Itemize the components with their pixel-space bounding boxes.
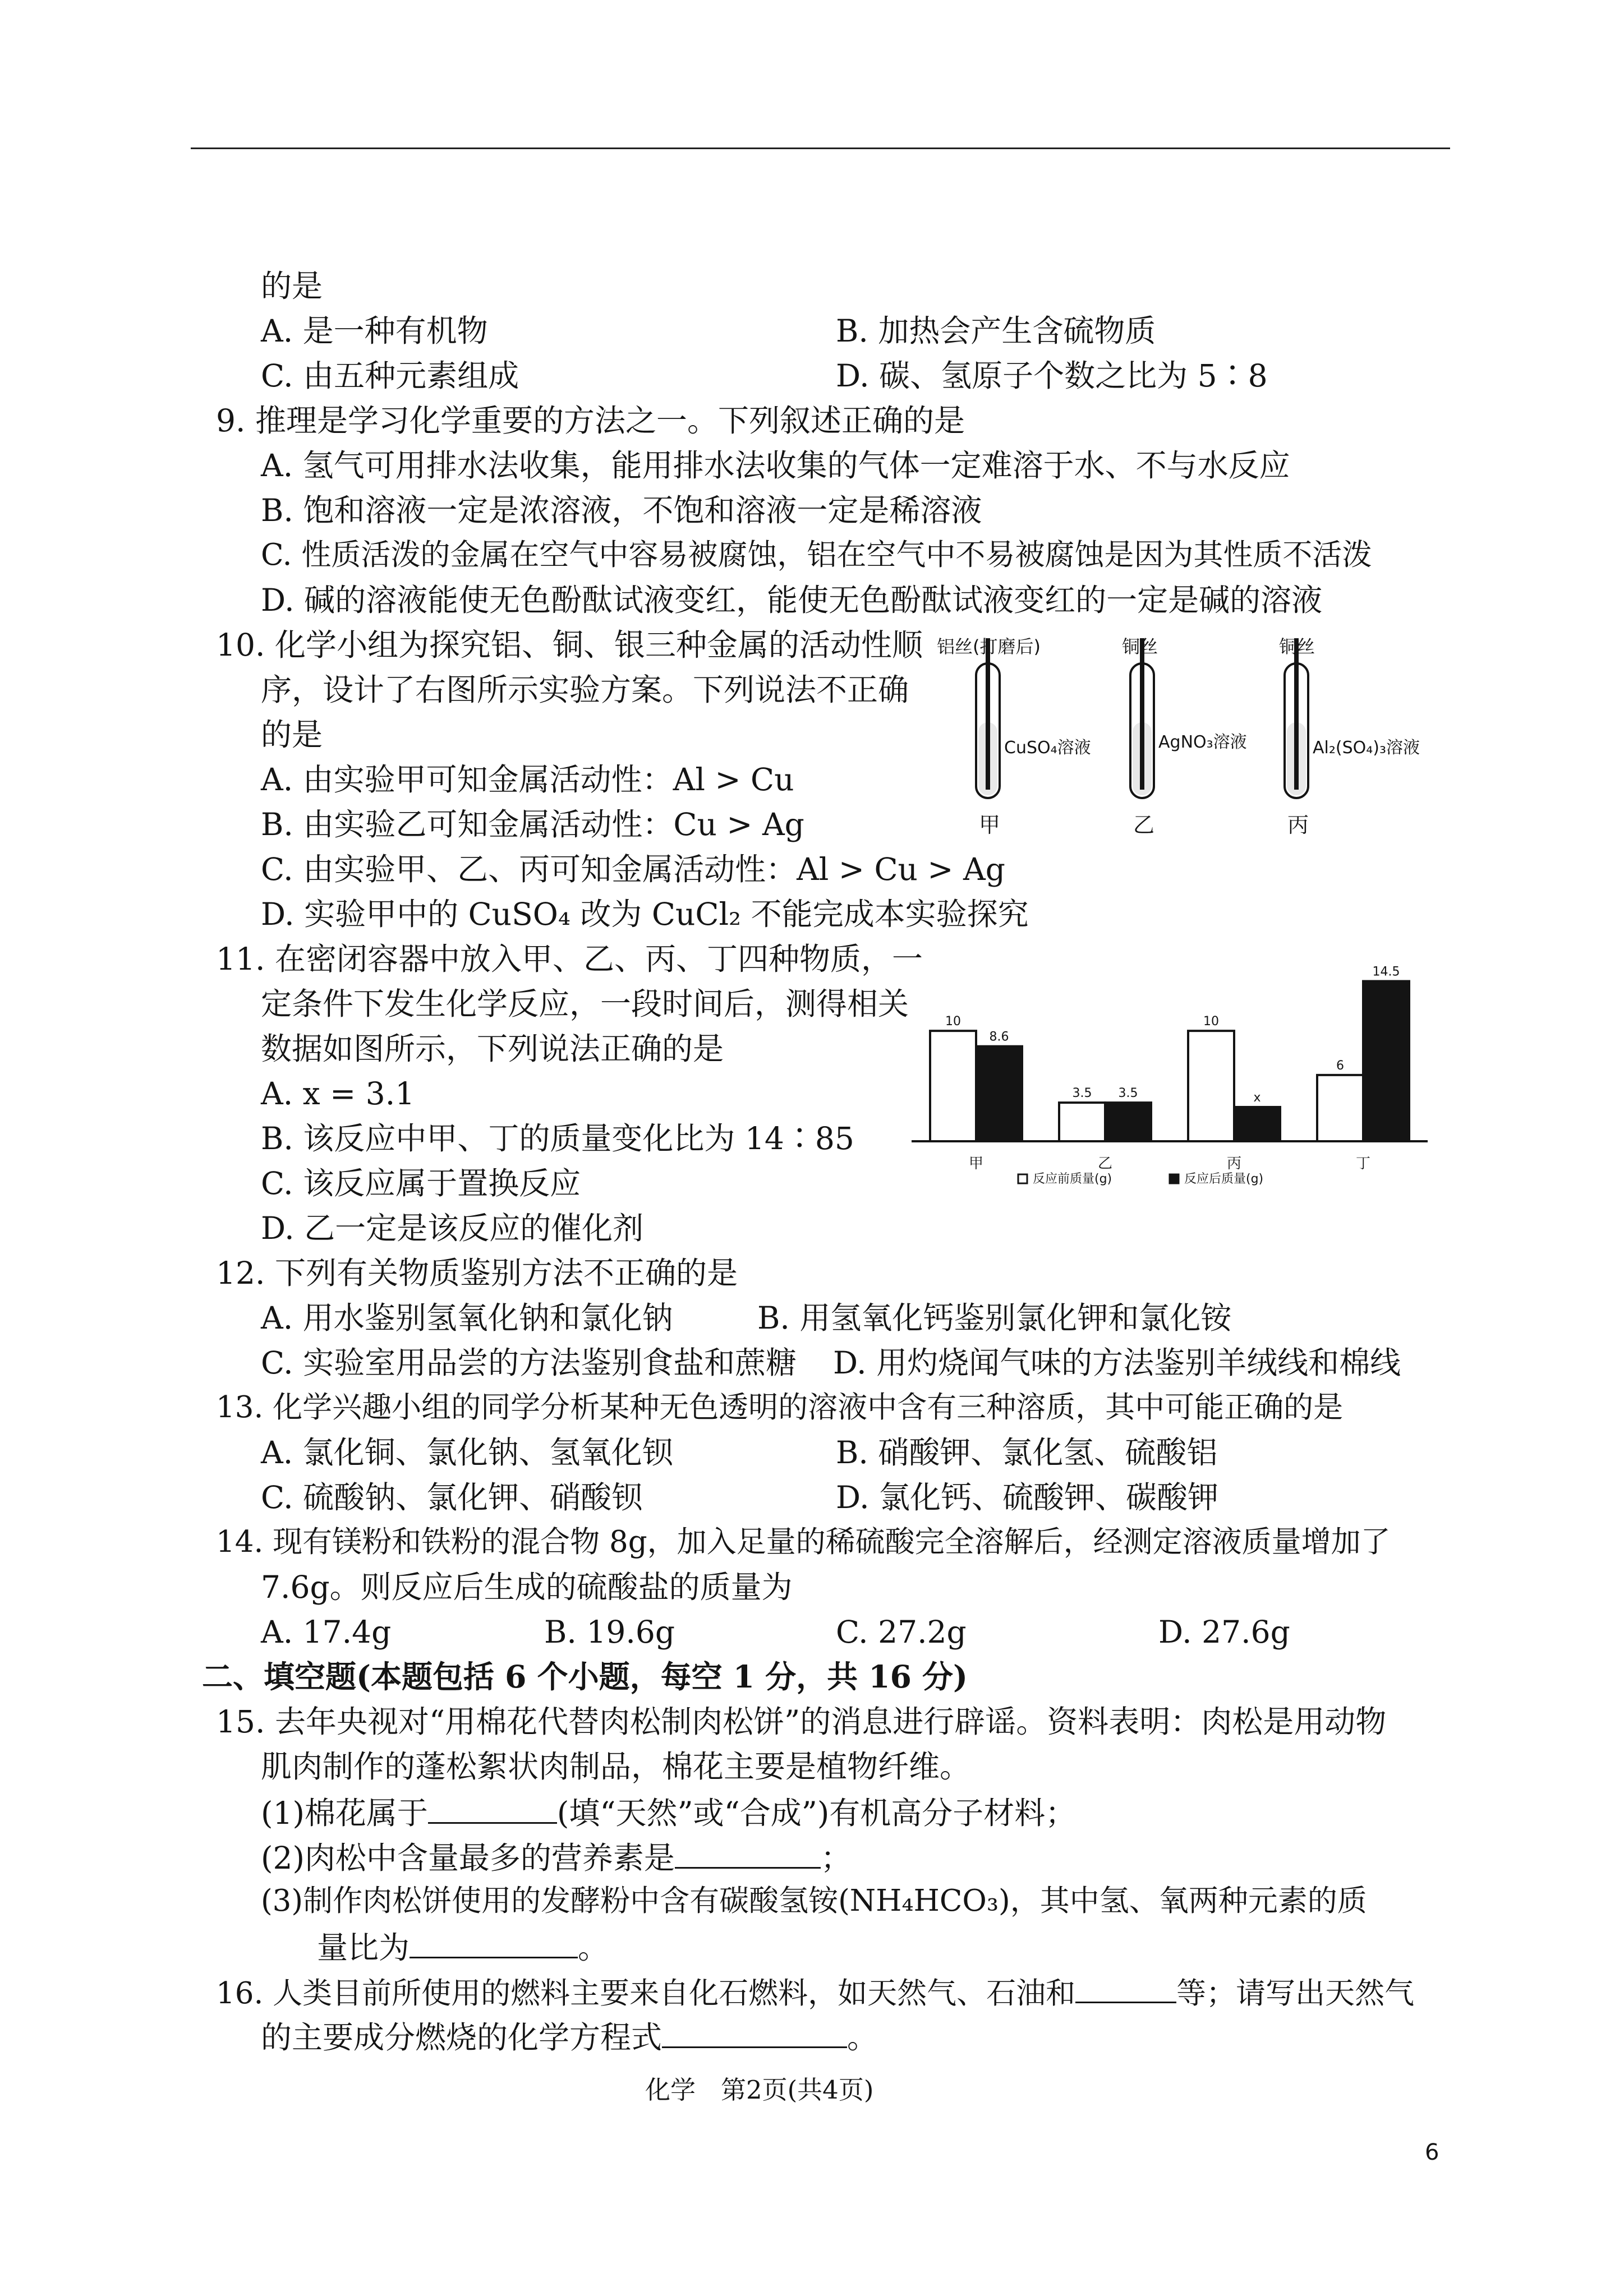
q10-stem-2: 序，设计了右图所示实验方案。下列说法不正确 [261, 672, 909, 708]
bar-after-4 [1363, 981, 1409, 1141]
q16-text-4: 。 [847, 2020, 878, 2055]
tube-yi-name: 乙 [1133, 813, 1155, 837]
q16-blank-1[interactable] [1075, 1971, 1176, 2003]
q12-option-d: D. 用灼烧闻气味的方法鉴别羊绒线和棉线 [833, 1345, 1401, 1381]
q11-stem-3: 数据如图所示，下列说法正确的是 [261, 1031, 724, 1067]
q15-part-2-text-end: ； [820, 1840, 852, 1876]
x-label-4: 丁 [1355, 1155, 1371, 1172]
q12-option-c: C. 实验室用品尝的方法鉴别食盐和蔗糖 [261, 1345, 797, 1381]
tube-bing [1285, 638, 1308, 798]
q12-stem: 12. 下列有关物质鉴别方法不正确的是 [216, 1255, 738, 1291]
q11-mass-chart [906, 953, 1433, 1206]
label-after-2: 3.5 [1118, 1086, 1138, 1101]
q11-stem-1: 11. 在密闭容器中放入甲、乙、丙、丁四种物质，一 [216, 941, 923, 977]
q8-option-d: D. 碳、氢原子个数之比为 5∶8 [836, 358, 1268, 394]
legend-swatch-before [1018, 1174, 1027, 1183]
q16-stem-1 [216, 1971, 1414, 2013]
q11-option-c: C. 该反应属于置换反应 [261, 1165, 581, 1201]
q11-option-a: A. x = 3.1 [261, 1076, 415, 1112]
tube-bing-solution: Al₂(SO₄)₃溶液 [1313, 738, 1420, 758]
q11-option-d: D. 乙一定是该反应的催化剂 [261, 1210, 644, 1246]
x-label-2: 乙 [1097, 1155, 1113, 1172]
q8-stem-end: 的是 [261, 268, 323, 304]
bar-after-2 [1105, 1103, 1151, 1141]
label-before-4: 6 [1336, 1058, 1344, 1073]
label-before-1: 10 [945, 1015, 961, 1029]
bar-after-1 [976, 1046, 1022, 1141]
q16-text-1: 16. 人类目前所使用的燃料主要来自化石燃料，如天然气、石油和 [216, 1976, 1076, 2011]
q11-stem-2: 定条件下发生化学反应，一段时间后，测得相关 [261, 986, 909, 1022]
q14-option-c: C. 27.2g [836, 1614, 967, 1650]
q9-option-d: D. 碱的溶液能使无色酚酞试液变红，能使无色酚酞试液变红的一定是碱的溶液 [261, 582, 1323, 618]
q10-experiment-figure [920, 633, 1436, 846]
q12-option-b: B. 用氢氧化钙鉴别氯化钾和氯化铵 [757, 1300, 1232, 1336]
x-label-1: 甲 [968, 1155, 984, 1172]
q9-stem: 9. 推理是学习化学重要的方法之一。下列叙述正确的是 [216, 403, 965, 439]
q11-option-b: B. 该反应中甲、丁的质量变化比为 14∶85 [261, 1121, 854, 1156]
q15-part-2 [261, 1837, 852, 1878]
q16-blank-2[interactable] [662, 2016, 847, 2048]
q14-option-a: A. 17.4g [261, 1614, 392, 1650]
q10-option-d: D. 实验甲中的 CuSO₄ 改为 CuCl₂ 不能完成本实验探究 [261, 896, 1029, 932]
q15-part-3-text-end: 。 [578, 1930, 609, 1966]
q9-option-b: B. 饱和溶液一定是浓溶液，不饱和溶液一定是稀溶液 [261, 492, 982, 528]
q11-bar-chart [906, 953, 1433, 1206]
q16-text-2: 等；请写出天然气 [1176, 1976, 1415, 2011]
tube-yi [1130, 638, 1154, 798]
bar-after-3 [1234, 1107, 1280, 1141]
q9-option-a: A. 氢气可用排水法收集，能用排水法收集的气体一定难溶于水、不与水反应 [261, 448, 1290, 483]
bar-before-1 [930, 1031, 976, 1141]
page-number: 6 [1425, 2140, 1439, 2165]
tube-bing-label: 铜丝 [1279, 636, 1315, 657]
label-before-3: 10 [1203, 1015, 1219, 1029]
q15-part-1-text-end: (填“天然”或“合成”)有机高分子材料； [556, 1795, 1076, 1831]
q8-option-c: C. 由五种元素组成 [261, 358, 519, 394]
q16-text-3: 的主要成分燃烧的化学方程式 [261, 2020, 663, 2055]
q13-option-c: C. 硫酸钠、氯化钾、硝酸钡 [261, 1479, 643, 1515]
section-2-heading: 二、填空题(本题包括 6 个小题，每空 1 分，共 16 分) [202, 1658, 968, 1695]
q15-part-3: (3)制作肉松饼使用的发酵粉中含有碳酸氢铵(NH₄HCO₃)，其中氢、氧两种元素的质 [261, 1884, 1367, 1918]
q13-stem: 13. 化学兴趣小组的同学分析某种无色透明的溶液中含有三种溶质，其中可能正确的是 [216, 1390, 1344, 1424]
legend-swatch-after [1170, 1174, 1179, 1183]
q15-blank-1[interactable] [428, 1792, 557, 1824]
q10-stem-1: 10. 化学小组为探究铝、铜、银三种金属的活动性顺 [216, 627, 923, 663]
q15-part-3-cont [317, 1926, 609, 1967]
q13-option-d: D. 氯化钙、硫酸钾、碳酸钾 [836, 1479, 1219, 1515]
q15-part-2-text: (2)肉松中含量最多的营养素是 [261, 1840, 675, 1876]
q15-part-3-text: 量比为 [317, 1930, 410, 1966]
tube-jia-name: 甲 [979, 813, 1001, 837]
q15-blank-3[interactable] [410, 1926, 578, 1958]
q10-stem-3: 的是 [261, 717, 323, 753]
tube-jia [976, 638, 1000, 798]
bar-before-4 [1317, 1075, 1363, 1141]
q8-option-a: A. 是一种有机物 [261, 313, 488, 349]
q14-option-d: D. 27.6g [1158, 1614, 1290, 1650]
q15-part-1-text: (1)棉花属于 [261, 1795, 428, 1831]
legend-label-before: 反应前质量(g) [1033, 1172, 1112, 1186]
page-footer: 化学 第2页(共4页) [645, 2075, 874, 2105]
q13-option-b: B. 硝酸钾、氯化氢、硫酸铝 [836, 1435, 1218, 1470]
q9-option-c: C. 性质活泼的金属在空气中容易被腐蚀，铝在空气中不易被腐蚀是因为其性质不活泼 [261, 538, 1372, 572]
label-after-4: 14.5 [1372, 965, 1400, 979]
q15-part-1 [261, 1792, 1076, 1833]
tube-yi-solution: AgNO₃溶液 [1158, 732, 1247, 752]
legend-label-after: 反应后质量(g) [1184, 1172, 1264, 1186]
q8-option-b: B. 加热会产生含硫物质 [836, 313, 1156, 349]
tube-jia-label: 铝丝(打磨后) [937, 636, 1041, 657]
q15-stem-1: 15. 去年央视对“用棉花代替肉松制肉松饼”的消息进行辟谣。资料表明：肉松是用动物 [216, 1704, 1387, 1740]
tube-yi-label: 铜丝 [1122, 636, 1158, 657]
tube-bing-name: 丙 [1287, 813, 1309, 837]
q10-option-a: A. 由实验甲可知金属活动性：Al > Cu [261, 762, 794, 797]
bar-before-2 [1059, 1103, 1105, 1141]
label-before-2: 3.5 [1072, 1086, 1092, 1101]
q13-option-a: A. 氯化铜、氯化钠、氢氧化钡 [261, 1435, 673, 1470]
q15-blank-2[interactable] [675, 1837, 821, 1869]
q15-stem-2: 肌肉制作的蓬松絮状肉制品，棉花主要是植物纤维。 [261, 1749, 971, 1785]
q16-stem-2 [261, 2016, 878, 2057]
q14-stem-2: 7.6g。则反应后生成的硫酸盐的质量为 [261, 1569, 793, 1605]
q12-option-a: A. 用水鉴别氢氧化钠和氯化钠 [261, 1300, 673, 1336]
label-after-1: 8.6 [989, 1030, 1009, 1044]
label-after-3: x [1253, 1090, 1261, 1105]
q14-stem-1: 14. 现有镁粉和铁粉的混合物 8g，加入足量的稀硫酸完全溶解后，经测定溶液质量增加了 [216, 1525, 1391, 1559]
q10-option-b: B. 由实验乙可知金属活动性：Cu > Ag [261, 806, 804, 842]
q14-option-b: B. 19.6g [544, 1614, 675, 1650]
tube-jia-solution: CuSO₄溶液 [1004, 738, 1091, 758]
q10-option-c: C. 由实验甲、乙、丙可知金属活动性：Al > Cu > Ag [261, 851, 1005, 887]
x-label-3: 丙 [1226, 1155, 1242, 1172]
header-rule [191, 147, 1450, 149]
bar-before-3 [1188, 1031, 1234, 1141]
